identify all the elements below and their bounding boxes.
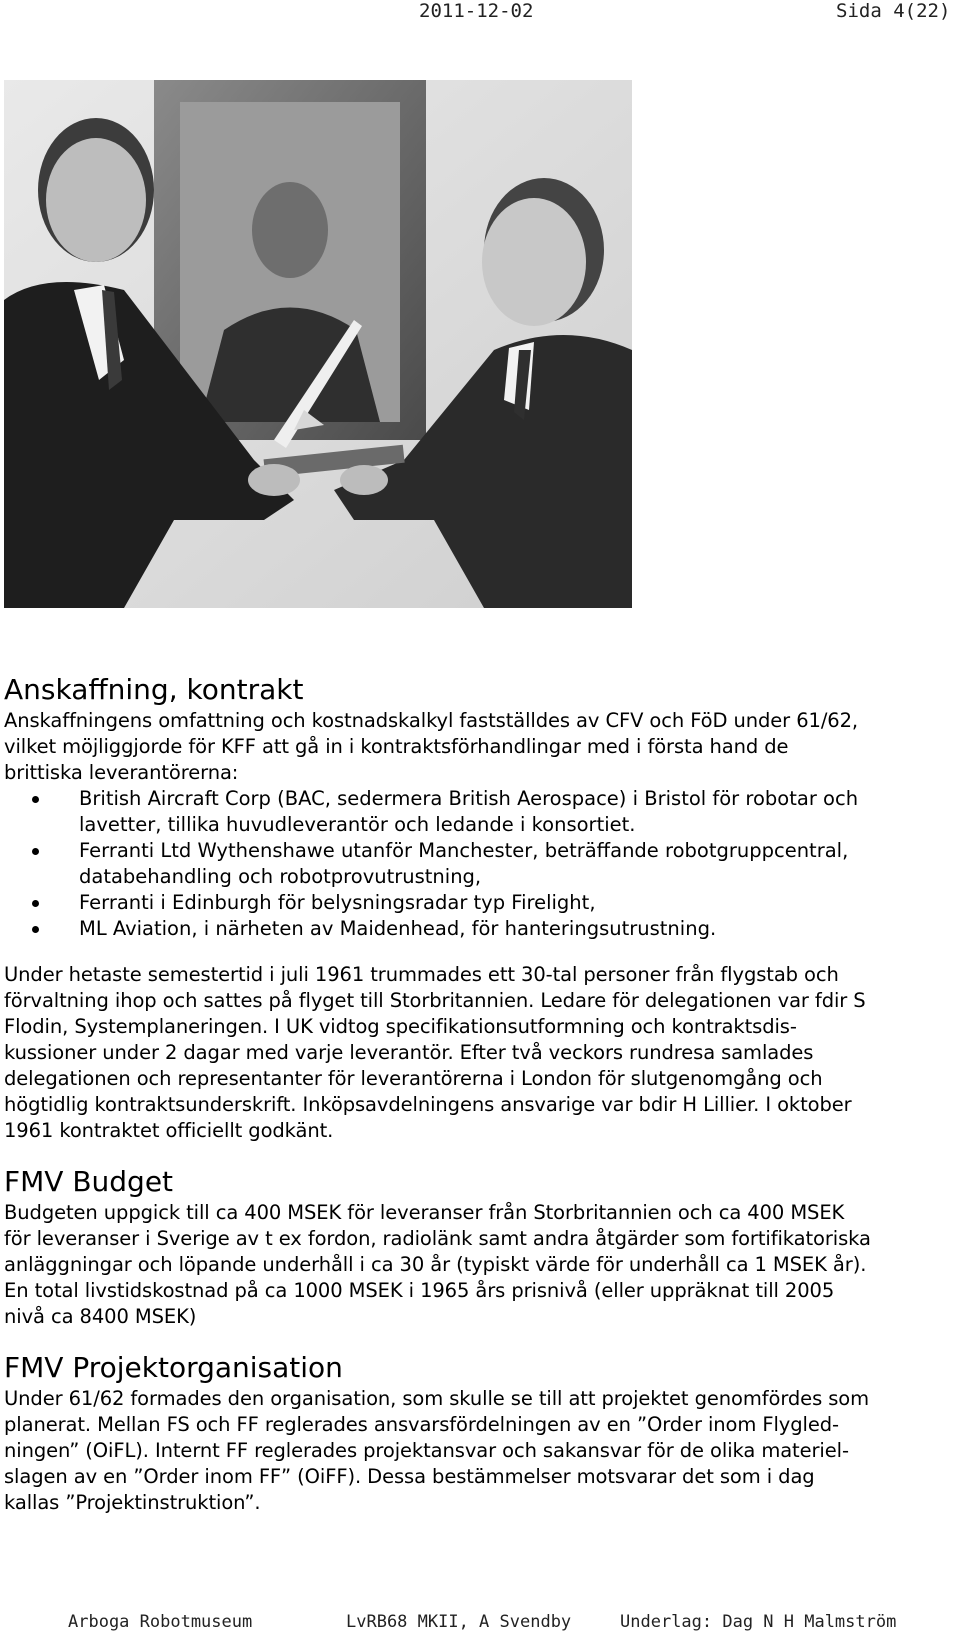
text-line: ningen” (OiFL). Internt FF reglerades projektansvar och sakansvar för de olika materiel-	[4, 1439, 849, 1462]
paragraph-projekt	[4, 1386, 956, 1516]
header-date: 2011-12-02	[419, 0, 534, 22]
text-line: ML Aviation, i närheten av Maidenhead, för hanteringsutrustning.	[79, 917, 717, 940]
text-line: planerat. Mellan FS och FF reglerades ansvarsfördelningen av en ”Order inom Flygled-	[4, 1413, 839, 1436]
text-line: British Aircraft Corp (BAC, sedermera British Aerospace) i Bristol för robotar och	[79, 787, 859, 810]
footer-center: LvRB68 MKII, A Svendby	[346, 1612, 572, 1632]
text-line: delegationen och representanter för leverantörerna i London för slutgenomgång och	[4, 1067, 823, 1090]
supplier-list	[4, 786, 956, 942]
heading-anskaffning: Anskaffning, kontrakt	[4, 673, 304, 706]
list-item	[4, 916, 956, 942]
text-line: för leveranser i Sverige av t ex fordon, radiolänk samt andra åtgärder som fortifikatoriska	[4, 1227, 871, 1250]
text-line: högtidlig kontraktsunderskrift. Inköpsavdelningens ansvarige var bdir H Lillier. I oktober	[4, 1093, 852, 1116]
text-line: Budgeten uppgick till ca 400 MSEK för leveranser från Storbritannien och ca 400 MSEK	[4, 1201, 845, 1224]
footer-right: Underlag: Dag N H Malmström	[620, 1612, 897, 1632]
paragraph-intro	[4, 708, 956, 786]
bullet-icon	[32, 796, 39, 803]
list-item	[4, 890, 956, 916]
text-line: förvaltning ihop och sattes på flyget till Storbritannien. Ledare för delegationen var fdir S	[4, 989, 866, 1012]
text-line: brittiska leverantörerna:	[4, 761, 239, 784]
text-line: Flodin, Systemplaneringen. I UK vidtog specifikationsutformning och kontraktsdis-	[4, 1015, 797, 1038]
footer-left: Arboga Robotmuseum	[68, 1612, 253, 1632]
text-line: slagen av en ”Order inom FF” (OiFF). Dessa bestämmelser motsvarar det som i dag	[4, 1465, 815, 1488]
bullet-icon	[32, 848, 39, 855]
heading-projekt: FMV Projektorganisation	[4, 1351, 343, 1384]
bullet-icon	[32, 926, 39, 933]
text-line: Anskaffningens omfattning och kostnadskalkyl fastställdes av CFV och FöD under 61/62,	[4, 709, 858, 732]
text-line: kallas ”Projektinstruktion”.	[4, 1491, 261, 1514]
text-line: Ferranti i Edinburgh för belysningsradar typ Firelight,	[79, 891, 596, 914]
paragraph-budget	[4, 1200, 956, 1330]
list-item	[4, 786, 956, 838]
text-line: Under 61/62 formades den organisation, som skulle se till att projektet genomfördes som	[4, 1387, 870, 1410]
text-line: Ferranti Ltd Wythenshawe utanför Manchester, beträffande robotgruppcentral,	[79, 839, 849, 862]
heading-budget: FMV Budget	[4, 1165, 174, 1198]
text-line: databehandling och robotprovutrustning,	[79, 865, 482, 888]
document-body	[4, 672, 956, 1516]
text-line: anläggningar och löpande underhåll i ca 30 år (typiskt värde för underhåll ca 1 MSEK år).	[4, 1253, 867, 1276]
historical-photo	[4, 80, 632, 608]
header-page-number: Sida 4(22)	[836, 0, 951, 22]
text-line: lavetter, tillika huvudleverantör och ledande i konsortiet.	[79, 813, 636, 836]
list-item	[4, 838, 956, 890]
text-line: vilket möjliggjorde för KFF att gå in i kontraktsförhandlingar med i första hand de	[4, 735, 789, 758]
bullet-icon	[32, 900, 39, 907]
paragraph-delegation	[4, 962, 956, 1144]
text-line: 1961 kontraktet officiellt godkänt.	[4, 1119, 334, 1142]
text-line: En total livstidskostnad på ca 1000 MSEK i 1965 års prisnivå (eller uppräknat till 2005	[4, 1279, 835, 1302]
text-line: Under hetaste semestertid i juli 1961 trummades ett 30-tal personer från flygstab och	[4, 963, 839, 986]
text-line: kussioner under 2 dagar med varje leverantör. Efter två veckors rundresa samlades	[4, 1041, 814, 1064]
text-line: nivå ca 8400 MSEK)	[4, 1305, 197, 1328]
